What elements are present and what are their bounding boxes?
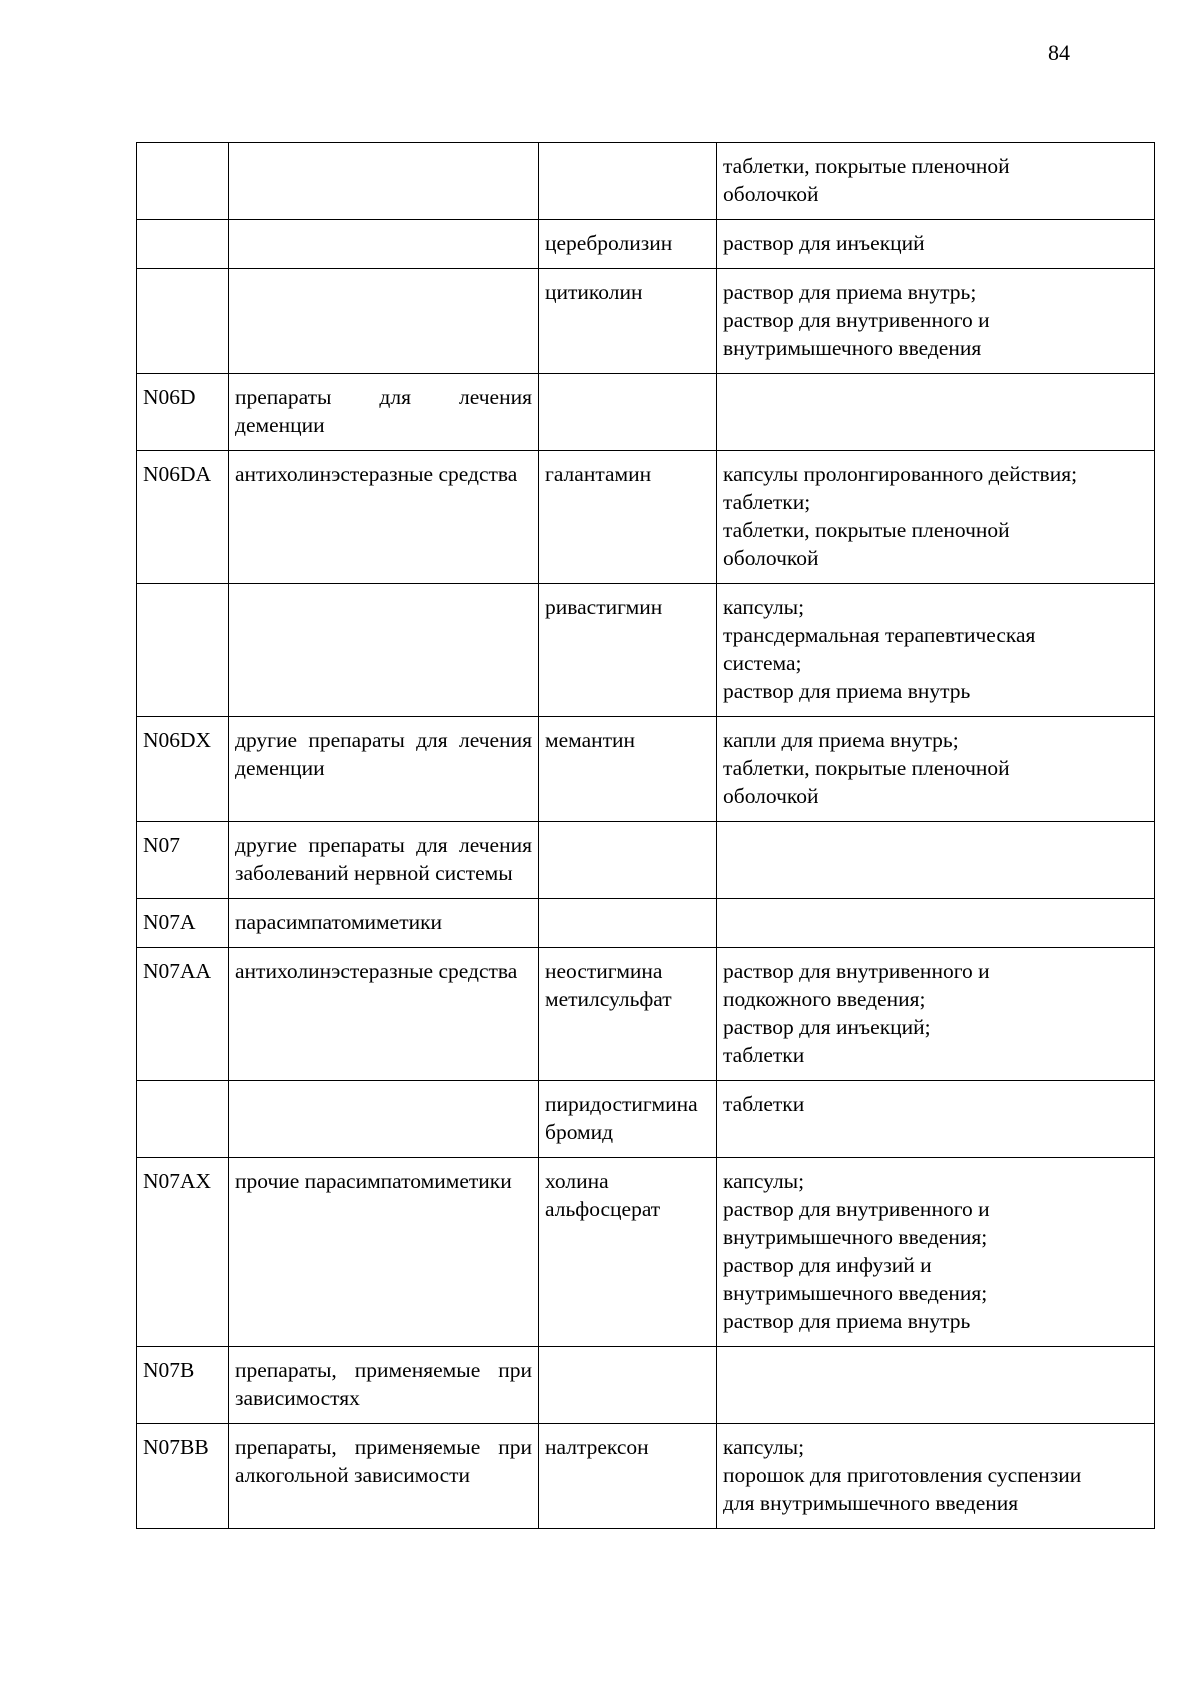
dosage-form-cell [717, 269, 1155, 374]
atc-code-cell [137, 269, 229, 374]
pharmacological-group-cell: другие препараты для лечения заболеваний нервной системы [229, 822, 539, 899]
atc-code-cell: N07A [137, 899, 229, 948]
dosage-form-cell [717, 1158, 1155, 1347]
drug-name-cell: холина альфосцерат [539, 1158, 717, 1347]
dosage-form-cell [717, 143, 1155, 220]
drug-name-cell [539, 822, 717, 899]
pharmacological-group-cell: препараты, применяемые при алкогольной зависимости [229, 1424, 539, 1529]
dosage-form-line: капсулы пролонгированного действия; [723, 462, 1078, 486]
pharmacological-group-cell: препараты, применяемые при зависимостях [229, 1347, 539, 1424]
dosage-form-line: оболочкой [723, 182, 819, 206]
page-number: 84 [1048, 40, 1070, 65]
pharmacological-group-cell: парасимпатомиметики [229, 899, 539, 948]
dosage-form-line: раствор для внутривенного и [723, 959, 990, 983]
dosage-form-line: оболочкой [723, 546, 819, 570]
dosage-form-line: таблетки, покрытые пленочной [723, 154, 1010, 178]
dosage-form-line: трансдермальная терапевтическая [723, 623, 1036, 647]
table-row [137, 374, 1155, 451]
atc-code-cell: N07AA [137, 948, 229, 1081]
dosage-form-line: капсулы; [723, 1169, 805, 1193]
dosage-form-line: таблетки; [723, 490, 811, 514]
drug-name-cell [539, 374, 717, 451]
dosage-form-line: раствор для инъекций; [723, 1015, 931, 1039]
atc-code-cell: N07B [137, 1347, 229, 1424]
table-row [137, 1081, 1155, 1158]
table-row [137, 1158, 1155, 1347]
table-row [137, 269, 1155, 374]
pharmacological-group-cell [229, 220, 539, 269]
atc-code-cell: N06DA [137, 451, 229, 584]
dosage-form-line: внутримышечного введения [723, 336, 982, 360]
dosage-form-cell [717, 948, 1155, 1081]
drug-name-cell [539, 1347, 717, 1424]
atc-code-cell [137, 584, 229, 717]
atc-code-cell [137, 143, 229, 220]
table-row [137, 717, 1155, 822]
dosage-form-line: раствор для инъекций [723, 231, 925, 255]
pharmacological-group-cell [229, 584, 539, 717]
pharmacological-group-cell: прочие парасимпатомиметики [229, 1158, 539, 1347]
dosage-form-line: система; [723, 651, 802, 675]
dosage-form-line: раствор для внутривенного и [723, 1197, 990, 1221]
pharmacological-group-cell [229, 1081, 539, 1158]
dosage-form-line: порошок для приготовления суспензии [723, 1463, 1082, 1487]
dosage-form-line: внутримышечного введения; [723, 1225, 988, 1249]
table-row [137, 899, 1155, 948]
pharmacological-group-cell: препараты для лечения деменции [229, 374, 539, 451]
table-row [137, 451, 1155, 584]
dosage-form-line: раствор для приема внутрь; [723, 280, 977, 304]
dosage-form-line: раствор для приема внутрь [723, 679, 971, 703]
atc-code-cell: N07AX [137, 1158, 229, 1347]
dosage-form-line: капсулы; [723, 595, 805, 619]
drug-name-cell [539, 143, 717, 220]
dosage-form-line: таблетки [723, 1043, 805, 1067]
atc-code-cell: N07BB [137, 1424, 229, 1529]
drug-name-cell: мемантин [539, 717, 717, 822]
dosage-form-line: раствор для приема внутрь [723, 1309, 971, 1333]
drug-table [136, 142, 1155, 1529]
table-row [137, 143, 1155, 220]
pharmacological-group-cell: другие препараты для лечения деменции [229, 717, 539, 822]
dosage-form-line: таблетки [723, 1092, 805, 1116]
pharmacological-group-cell [229, 143, 539, 220]
dosage-form-cell [717, 451, 1155, 584]
pharmacological-group-cell [229, 269, 539, 374]
pharmacological-group-cell: антихолинэстеразные средства [229, 948, 539, 1081]
table-row [137, 822, 1155, 899]
dosage-form-line: подкожного введения; [723, 987, 926, 1011]
dosage-form-cell [717, 374, 1155, 451]
dosage-form-line: раствор для внутривенного и [723, 308, 990, 332]
table-row [137, 1347, 1155, 1424]
dosage-form-line: таблетки, покрытые пленочной [723, 518, 1010, 542]
dosage-form-line: для внутримышечного введения [723, 1491, 1019, 1515]
atc-code-cell: N06D [137, 374, 229, 451]
dosage-form-line: капсулы; [723, 1435, 805, 1459]
dosage-form-cell [717, 1347, 1155, 1424]
dosage-form-cell [717, 899, 1155, 948]
pharmacological-group-cell: антихолинэстеразные средства [229, 451, 539, 584]
drug-name-cell: цитиколин [539, 269, 717, 374]
drug-name-cell: налтрексон [539, 1424, 717, 1529]
dosage-form-line: раствор для инфузий и [723, 1253, 932, 1277]
dosage-form-cell [717, 822, 1155, 899]
dosage-form-cell [717, 717, 1155, 822]
dosage-form-line: капли для приема внутрь; [723, 728, 959, 752]
drug-name-cell: ривастигмин [539, 584, 717, 717]
dosage-form-cell [717, 584, 1155, 717]
atc-code-cell [137, 220, 229, 269]
table-row [137, 1424, 1155, 1529]
table-row [137, 220, 1155, 269]
table-body [137, 143, 1155, 1529]
drug-name-cell: церебролизин [539, 220, 717, 269]
table-row [137, 584, 1155, 717]
dosage-form-cell [717, 220, 1155, 269]
dosage-form-cell [717, 1081, 1155, 1158]
dosage-form-line: оболочкой [723, 784, 819, 808]
atc-code-cell: N07 [137, 822, 229, 899]
dosage-form-line: внутримышечного введения; [723, 1281, 988, 1305]
drug-name-cell: галантамин [539, 451, 717, 584]
table-row [137, 948, 1155, 1081]
atc-code-cell [137, 1081, 229, 1158]
dosage-form-line: таблетки, покрытые пленочной [723, 756, 1010, 780]
drug-name-cell [539, 899, 717, 948]
dosage-form-cell [717, 1424, 1155, 1529]
drug-name-cell: неостигмина метилсульфат [539, 948, 717, 1081]
atc-code-cell: N06DX [137, 717, 229, 822]
drug-name-cell: пиридостигмина бромид [539, 1081, 717, 1158]
